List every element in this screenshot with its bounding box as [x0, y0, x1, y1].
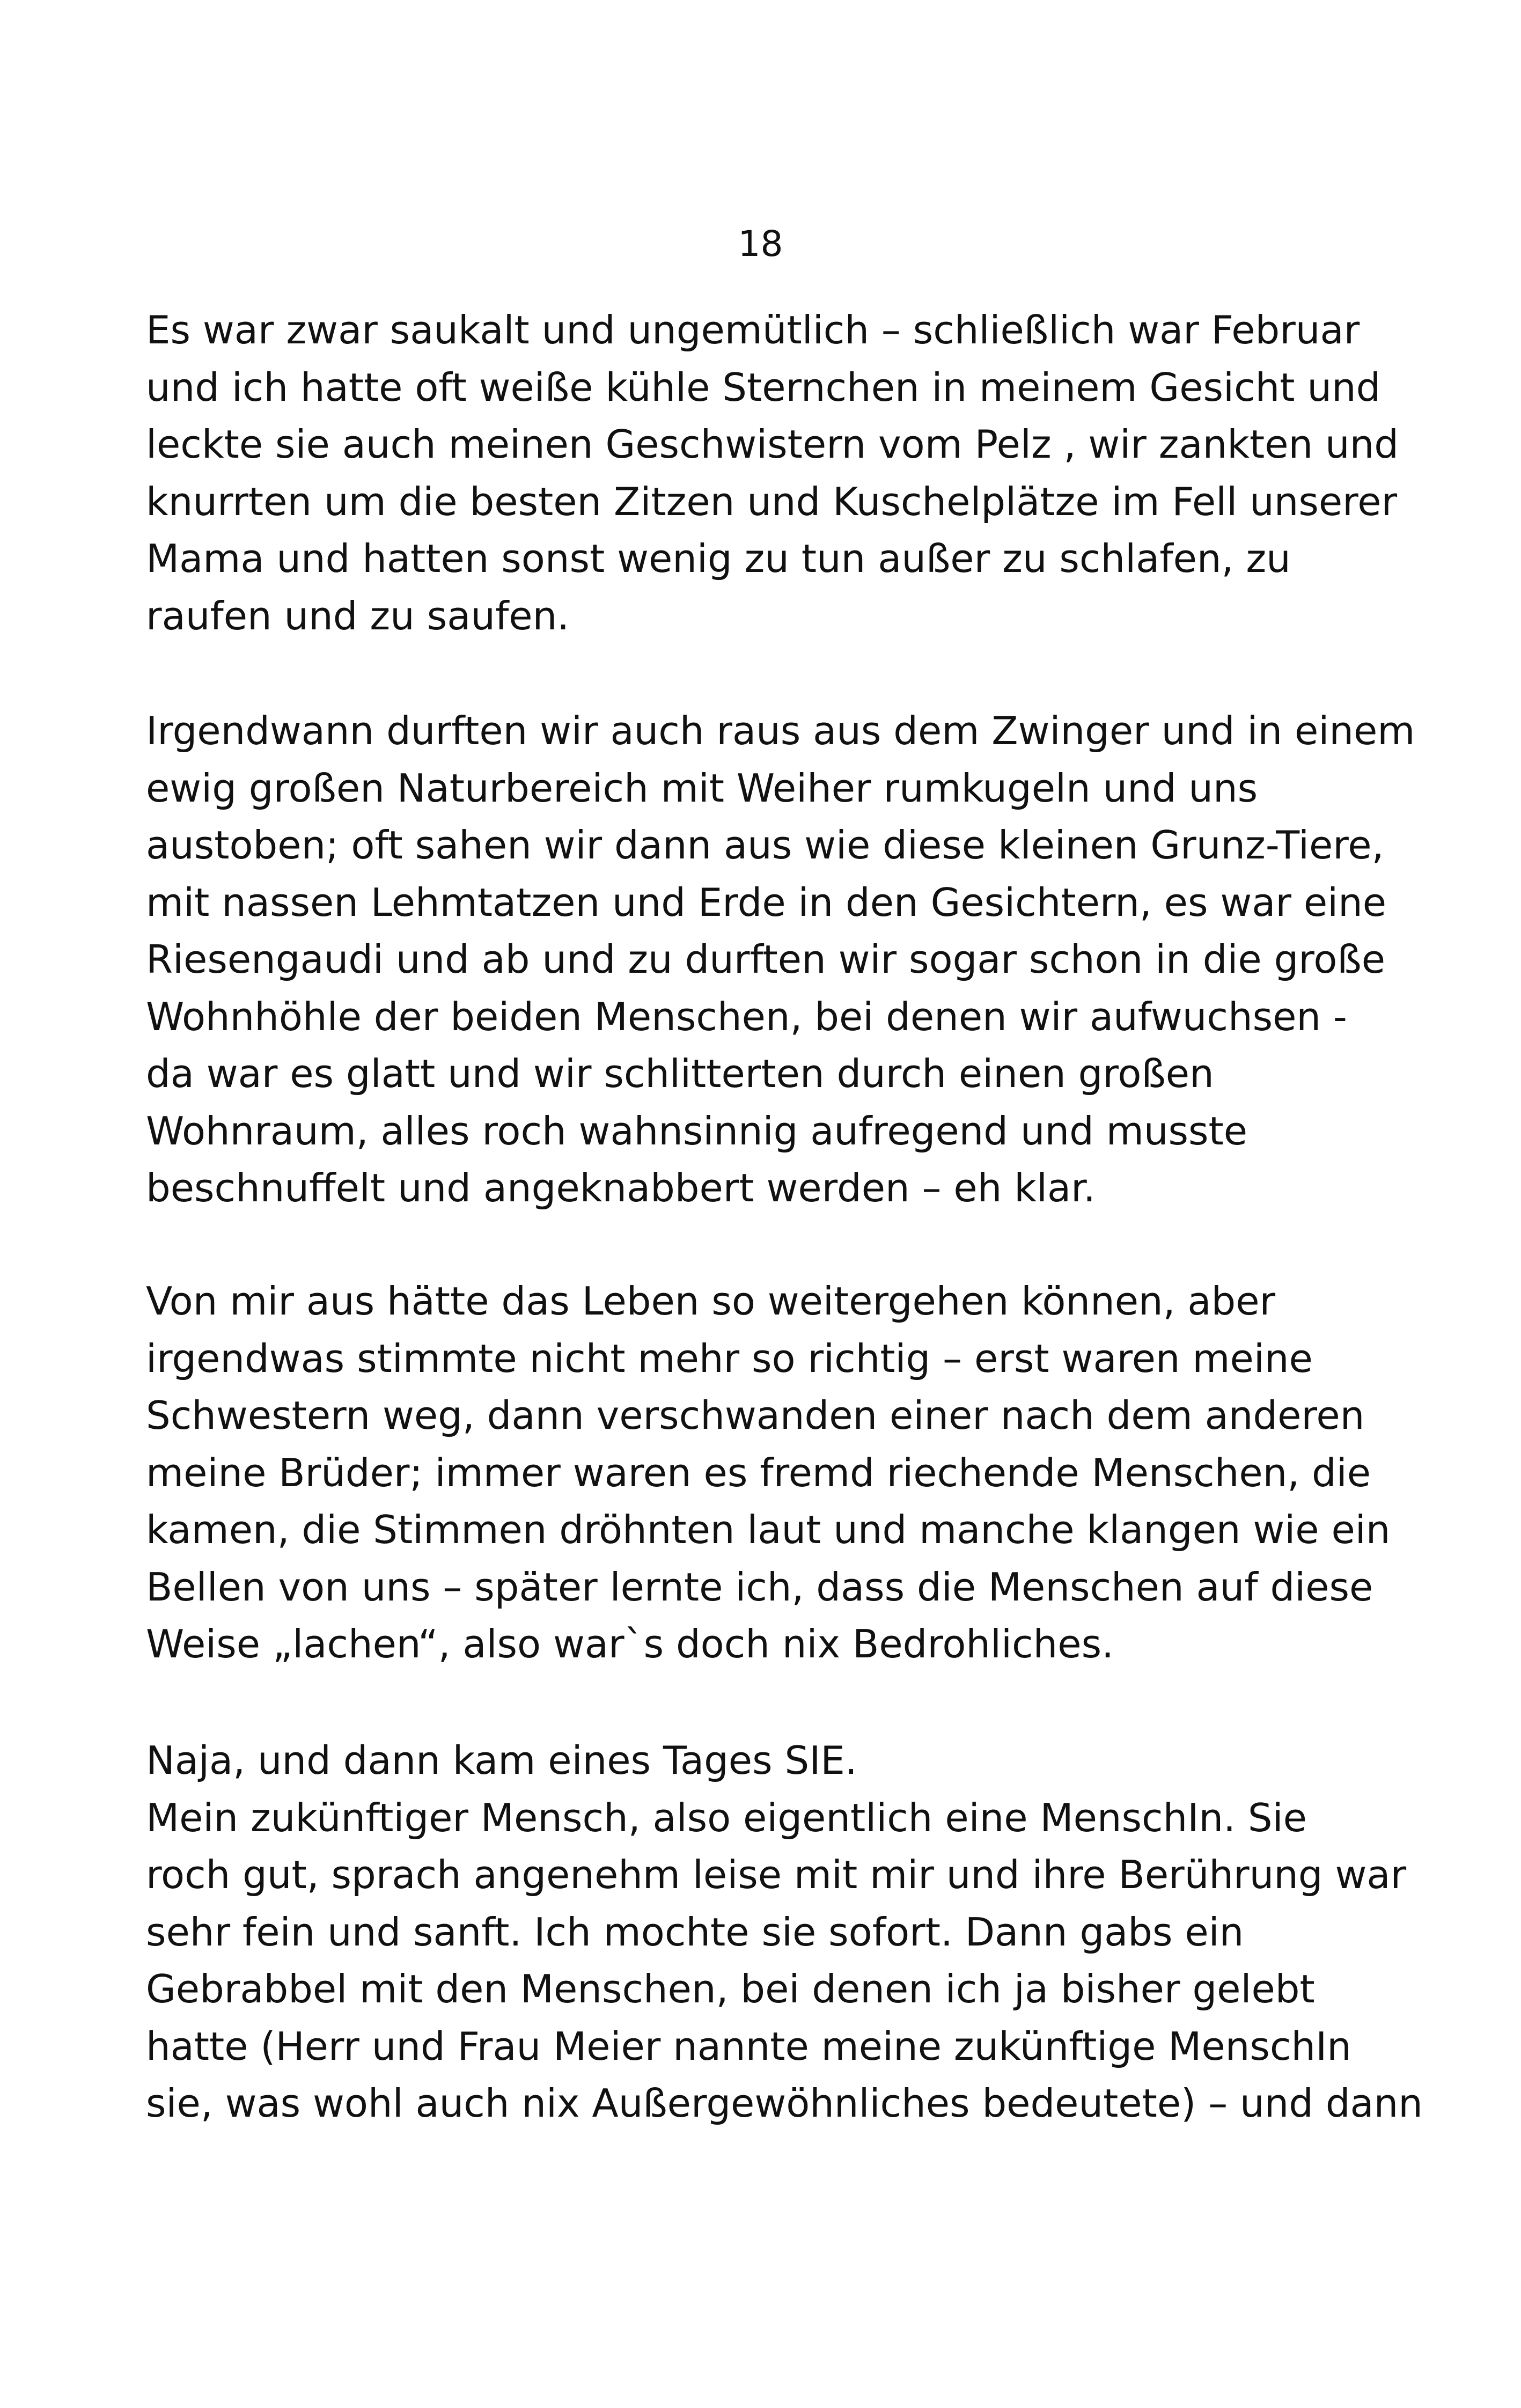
text-line: sehr fein und sanft. Ich mochte sie sofort. Dann gabs ein [146, 1909, 1244, 1955]
text-line: Wohnhöhle der beiden Menschen, bei denen wir aufwuchsen - [146, 994, 1347, 1039]
text-line: ewig großen Naturbereich mit Weiher rumkugeln und uns [146, 765, 1258, 811]
text-line: beschnuffelt und angeknabbert werden – eh klar. [146, 1165, 1096, 1210]
text-line: knurrten um die besten Zitzen und Kuschelplätze im Fell unserer [146, 479, 1398, 524]
text-line: hatte (Herr und Frau Meier nannte meine zukünftige MenschIn [146, 2023, 1351, 2069]
text-line: meine Brüder; immer waren es fremd riechende Menschen, die [146, 1450, 1371, 1495]
text-line: Bellen von uns – später lernte ich, dass die Menschen auf diese [146, 1564, 1373, 1610]
paragraph-3 [146, 1273, 1391, 1673]
text-line: Wohnraum, alles roch wahnsinnig aufregend und musste [146, 1108, 1248, 1154]
text-line: sie, was wohl auch nix Außergewöhnliches bedeutete) – und dann [146, 2081, 1423, 2126]
text-line: Schwestern weg, dann verschwanden einer nach dem anderen [146, 1393, 1365, 1438]
text-line: mit nassen Lehmtatzen und Erde in den Gesichtern, es war eine [146, 879, 1387, 925]
text-line: irgendwas stimmte nicht mehr so richtig – erst waren meine [146, 1335, 1313, 1381]
text-line: roch gut, sprach angenehm leise mit mir und ihre Berührung war [146, 1852, 1407, 1897]
text-line: leckte sie auch meinen Geschwistern vom Pelz , wir zankten und [146, 422, 1399, 467]
text-line: und ich hatte oft weiße kühle Sternchen in meinem Gesicht und [146, 364, 1381, 410]
text-line: Es war zwar saukalt und ungemütlich – schließlich war Februar [146, 307, 1360, 353]
text-line: raufen und zu saufen. [146, 593, 570, 638]
text-line: Mein zukünftiger Mensch, also eigentlich eine MenschIn. Sie [146, 1795, 1307, 1840]
text-line: da war es glatt und wir schlitterten durch einen großen [146, 1051, 1214, 1096]
text-line: Weise „lachen“, also war`s doch nix Bedrohliches. [146, 1621, 1114, 1666]
page-number: 18 [738, 223, 783, 265]
paragraph-4 [146, 1732, 1423, 2132]
text-line: Irgendwann durften wir auch raus aus dem Zwinger und in einem [146, 708, 1415, 753]
text-line: Riesengaudi und ab und zu durften wir sogar schon in die große [146, 937, 1386, 982]
text-line: austoben; oft sahen wir dann aus wie diese kleinen Grunz-Tiere, [146, 823, 1384, 868]
text-line: Naja, und dann kam eines Tages SIE. [146, 1738, 857, 1783]
text-line: Von mir aus hätte das Leben so weitergehen können, aber [146, 1279, 1276, 1324]
paragraph-1 [146, 302, 1399, 644]
text-line: Gebrabbel mit den Menschen, bei denen ich ja bisher gelebt [146, 1966, 1315, 2011]
text-line: kamen, die Stimmen dröhnten laut und manche klangen wie ein [146, 1507, 1391, 1552]
paragraph-2 [146, 702, 1415, 1217]
text-line: Mama und hatten sonst wenig zu tun außer zu schlafen, zu [146, 536, 1291, 581]
